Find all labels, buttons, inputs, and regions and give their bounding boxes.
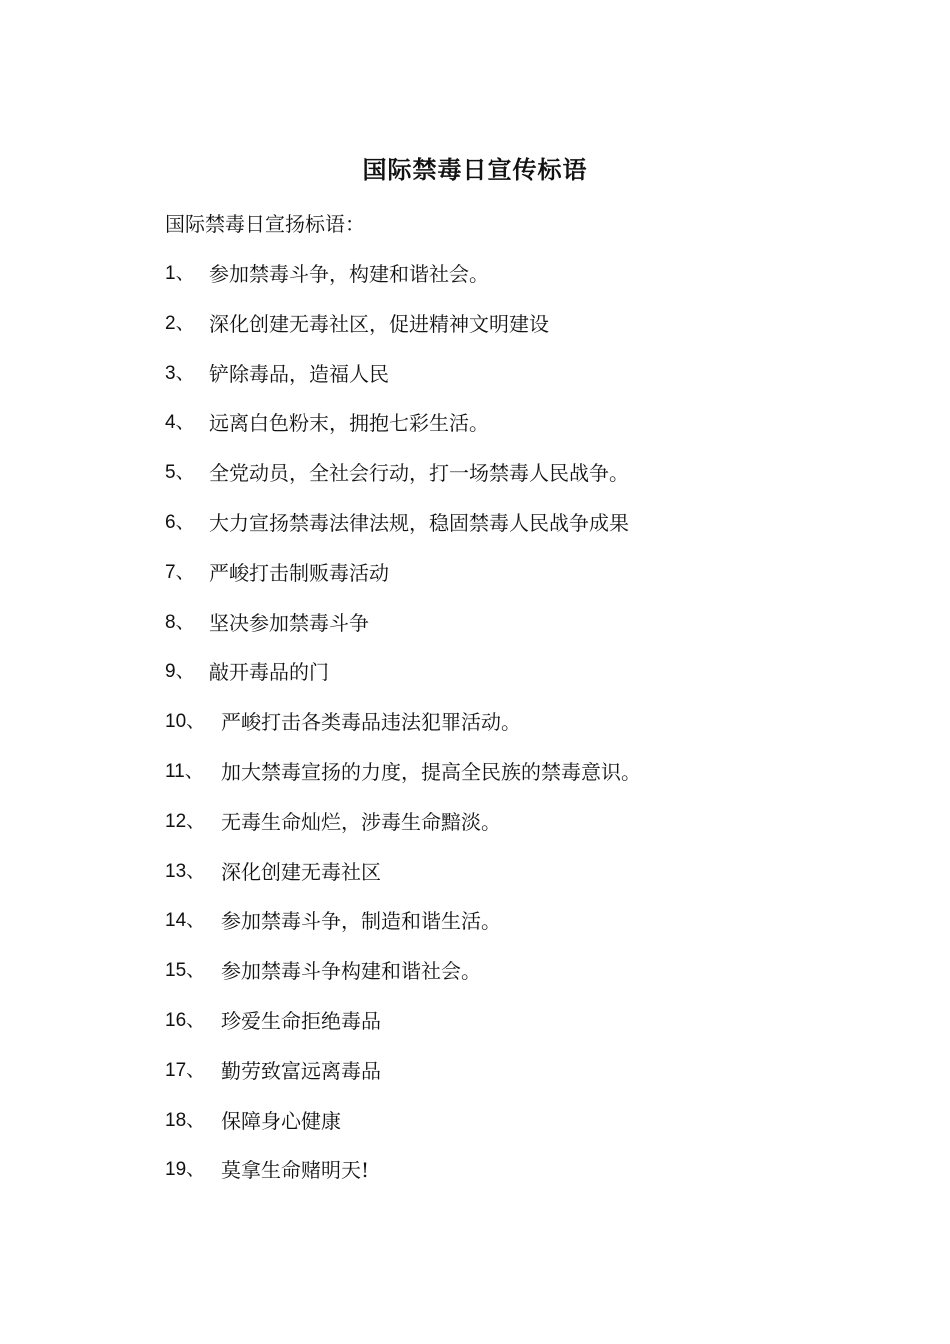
list-item-number: 17、 bbox=[165, 1059, 206, 1081]
list-item-text: 深化创建无毒社区 bbox=[221, 859, 381, 884]
list-item-number: 13、 bbox=[165, 860, 206, 882]
list-item bbox=[165, 407, 641, 457]
list-item bbox=[165, 856, 641, 906]
list-item-text: 敲开毒品的门 bbox=[209, 660, 329, 685]
list-item-number: 19、 bbox=[165, 1159, 206, 1181]
list-item-number: 5、 bbox=[165, 462, 195, 484]
list-item-text: 无毒生命灿烂，涉毒生命黯淡。 bbox=[221, 809, 501, 834]
list-item-text: 严峻打击制贩毒活动 bbox=[209, 560, 389, 585]
list-item-number: 14、 bbox=[165, 910, 206, 932]
list-item bbox=[165, 557, 641, 607]
list-item-text: 加大禁毒宣扬的力度，提高全民族的禁毒意识。 bbox=[221, 759, 641, 784]
list-item-text: 珍爱生命拒绝毒品 bbox=[221, 1008, 381, 1033]
list-item-number: 12、 bbox=[165, 810, 206, 832]
list-item bbox=[165, 806, 641, 856]
list-item-number: 6、 bbox=[165, 511, 195, 533]
list-item bbox=[165, 656, 641, 706]
list-item-text: 坚决参加禁毒斗争 bbox=[209, 610, 369, 635]
list-item-number: 3、 bbox=[165, 362, 195, 384]
list-item-text: 全党动员，全社会行动，打一场禁毒人民战争。 bbox=[209, 461, 629, 486]
list-item-text: 莫拿生命赌明天! bbox=[221, 1158, 370, 1183]
list-item-number: 16、 bbox=[165, 1009, 206, 1031]
list-item-number: 11、 bbox=[165, 760, 204, 782]
list-item-number: 15、 bbox=[165, 960, 206, 982]
slogan-list bbox=[165, 258, 641, 1204]
list-item bbox=[165, 258, 641, 308]
list-item bbox=[165, 457, 641, 507]
list-item-number: 2、 bbox=[165, 312, 195, 334]
list-item-number: 7、 bbox=[165, 561, 195, 583]
list-item-text: 铲除毒品，造福人民 bbox=[209, 361, 389, 386]
list-item bbox=[165, 1055, 641, 1105]
list-item-number: 10、 bbox=[165, 711, 206, 733]
list-item bbox=[165, 358, 641, 408]
list-item bbox=[165, 1154, 641, 1204]
list-item-text: 勤劳致富远离毒品 bbox=[221, 1058, 381, 1083]
list-item bbox=[165, 308, 641, 358]
list-item bbox=[165, 756, 641, 806]
list-item-number: 4、 bbox=[165, 412, 195, 434]
list-item-text: 深化创建无毒社区，促进精神文明建设 bbox=[209, 311, 549, 336]
list-item-number: 8、 bbox=[165, 611, 195, 633]
page-title: 国际禁毒日宣传标语 bbox=[362, 155, 588, 184]
intro-text: 国际禁毒日宣扬标语： bbox=[165, 212, 365, 236]
list-item-text: 严峻打击各类毒品违法犯罪活动。 bbox=[221, 710, 521, 735]
list-item-text: 大力宣扬禁毒法律法规，稳固禁毒人民战争成果 bbox=[209, 510, 629, 535]
list-item-text: 远离白色粉末，拥抱七彩生活。 bbox=[209, 411, 489, 436]
list-item-text: 参加禁毒斗争构建和谐社会。 bbox=[221, 959, 481, 984]
list-item-number: 18、 bbox=[165, 1109, 206, 1131]
list-item bbox=[165, 905, 641, 955]
list-item bbox=[165, 955, 641, 1005]
list-item-number: 1、 bbox=[165, 263, 195, 284]
list-item bbox=[165, 1105, 641, 1155]
list-item-number: 9、 bbox=[165, 661, 195, 683]
list-item-text: 保障身心健康 bbox=[221, 1108, 341, 1133]
list-item bbox=[165, 507, 641, 557]
list-item-text: 参加禁毒斗争，构建和谐社会。 bbox=[209, 262, 489, 286]
list-item bbox=[165, 1005, 641, 1055]
list-item bbox=[165, 706, 641, 756]
list-item bbox=[165, 607, 641, 657]
list-item-text: 参加禁毒斗争，制造和谐生活。 bbox=[221, 909, 501, 934]
